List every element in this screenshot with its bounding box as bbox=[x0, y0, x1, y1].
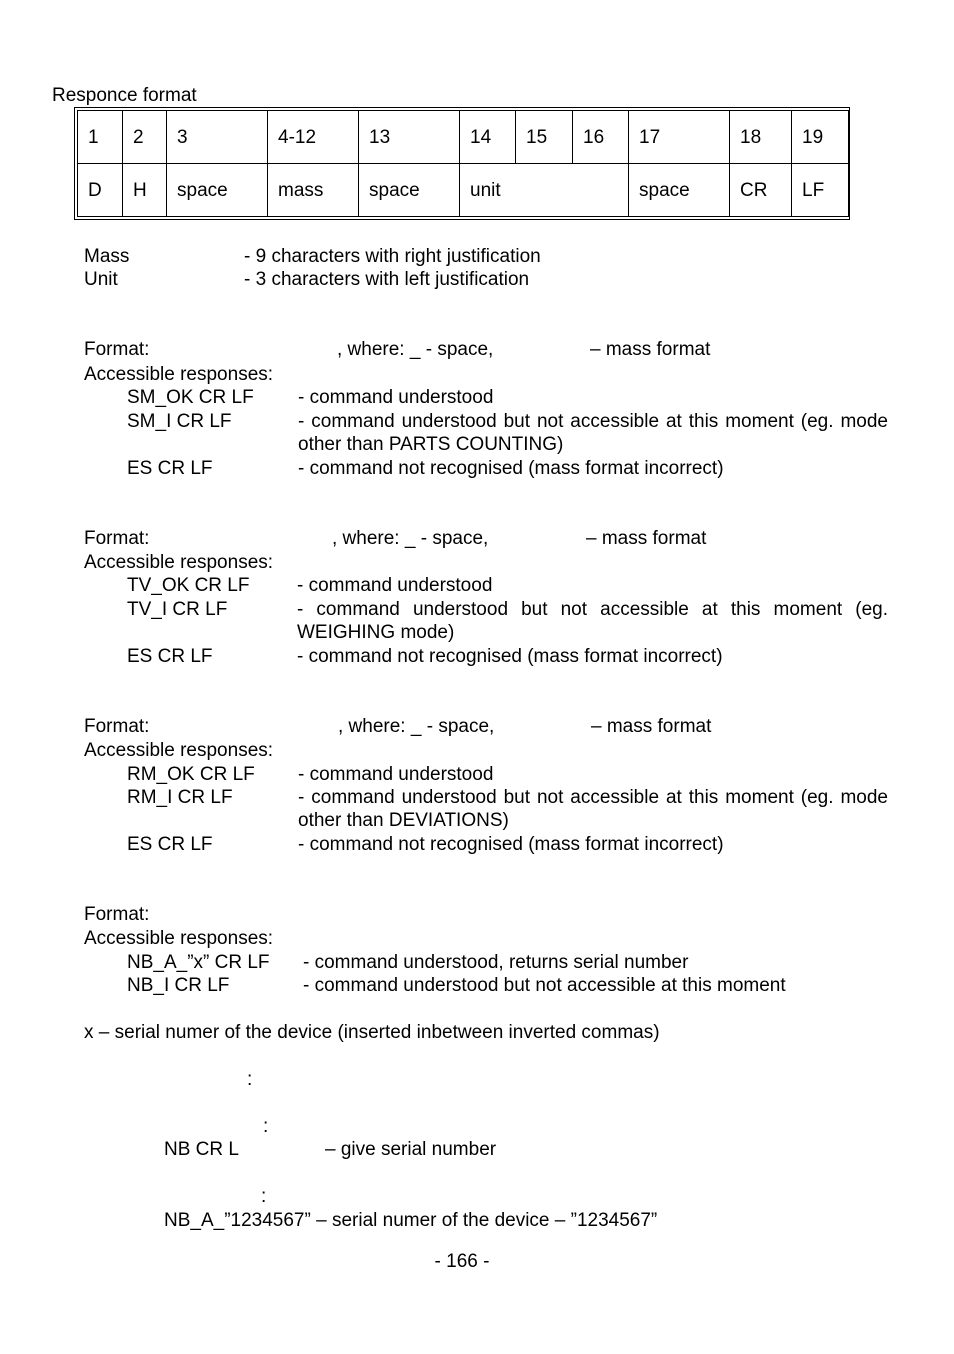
format-where: , where: _ - space, bbox=[332, 528, 489, 549]
response-desc: - command understood bbox=[298, 764, 494, 785]
table-cell: 19 bbox=[792, 111, 849, 164]
response-code: SM_OK CR LF bbox=[127, 387, 254, 408]
table-cell: 18 bbox=[730, 111, 792, 164]
table-cell: 4-12 bbox=[268, 111, 359, 164]
example-colon: : bbox=[261, 1186, 267, 1207]
table-cell: space bbox=[359, 164, 460, 217]
example-command-desc: – give serial number bbox=[325, 1139, 497, 1160]
example-colon: : bbox=[247, 1069, 253, 1090]
format-mass-format: – mass format bbox=[591, 716, 712, 737]
response-code: TV_OK CR LF bbox=[127, 575, 250, 596]
format-label: Format: bbox=[84, 339, 150, 360]
response-code: RM_OK CR LF bbox=[127, 764, 255, 785]
response-code: ES CR LF bbox=[127, 834, 213, 855]
table-cell: H bbox=[123, 164, 167, 217]
response-code: SM_I CR LF bbox=[127, 411, 232, 432]
table-cell: 2 bbox=[123, 111, 167, 164]
table-cell: 3 bbox=[167, 111, 268, 164]
table-cell: space bbox=[629, 164, 730, 217]
definition-desc: - 3 characters with left justification bbox=[244, 269, 530, 290]
definition-term: Mass bbox=[84, 246, 130, 267]
table-cell: 15 bbox=[516, 111, 573, 164]
table-cell: D bbox=[78, 164, 123, 217]
response-code: RM_I CR LF bbox=[127, 787, 233, 808]
response-desc: - command understood, returns serial number bbox=[303, 952, 689, 973]
table-cell: 1 bbox=[78, 111, 123, 164]
page-number: - 166 - bbox=[434, 1251, 490, 1272]
response-desc: - command not recognised (mass format incorrect) bbox=[298, 458, 724, 479]
response-code: NB_I CR LF bbox=[127, 975, 230, 996]
section-heading: Responce format bbox=[52, 85, 197, 106]
example-colon: : bbox=[263, 1116, 269, 1137]
table-cell: 17 bbox=[629, 111, 730, 164]
response-desc: - command understood but not accessible at this moment (eg. mode other than PARTS COUNTING) bbox=[298, 411, 888, 455]
table-cell: CR bbox=[730, 164, 792, 217]
accessible-responses-label: Accessible responses: bbox=[84, 740, 274, 761]
response-format-table bbox=[74, 107, 850, 220]
example-command: NB CR L bbox=[164, 1139, 239, 1160]
response-code: TV_I CR LF bbox=[127, 599, 228, 620]
example-answer: NB_A_”1234567” – serial numer of the device – ”1234567” bbox=[164, 1210, 658, 1231]
table-cell: 13 bbox=[359, 111, 460, 164]
response-desc: - command not recognised (mass format incorrect) bbox=[297, 646, 723, 667]
response-desc: - command not recognised (mass format incorrect) bbox=[298, 834, 724, 855]
response-desc: - command understood but not accessible at this moment (eg. mode other than DEVIATIONS) bbox=[298, 787, 888, 831]
table-cell: LF bbox=[792, 164, 849, 217]
response-code: NB_A_”x” CR LF bbox=[127, 952, 270, 973]
table-header-row bbox=[78, 111, 849, 164]
format-mass-format: – mass format bbox=[590, 339, 711, 360]
serial-note: x – serial numer of the device (inserted inbetween inverted commas) bbox=[84, 1022, 660, 1043]
accessible-responses-label: Accessible responses: bbox=[84, 364, 274, 385]
format-label: Format: bbox=[84, 904, 150, 925]
format-where: , where: _ - space, bbox=[338, 716, 495, 737]
accessible-responses-label: Accessible responses: bbox=[84, 928, 274, 949]
definition-term: Unit bbox=[84, 269, 118, 290]
table-row bbox=[78, 164, 849, 217]
response-desc: - command understood but not accessible at this moment bbox=[303, 975, 786, 996]
format-label: Format: bbox=[84, 528, 150, 549]
table-cell: unit bbox=[460, 164, 629, 217]
accessible-responses-label: Accessible responses: bbox=[84, 552, 274, 573]
response-code: ES CR LF bbox=[127, 646, 213, 667]
table-cell: mass bbox=[268, 164, 359, 217]
table-cell: 14 bbox=[460, 111, 516, 164]
definition-desc: - 9 characters with right justification bbox=[244, 246, 541, 267]
response-desc: - command understood bbox=[297, 575, 493, 596]
format-where: , where: _ - space, bbox=[337, 339, 494, 360]
table-cell: 16 bbox=[573, 111, 629, 164]
response-desc: - command understood but not accessible at this moment (eg. WEIGHING mode) bbox=[297, 599, 888, 643]
response-desc: - command understood bbox=[298, 387, 494, 408]
response-code: ES CR LF bbox=[127, 458, 213, 479]
format-mass-format: – mass format bbox=[586, 528, 707, 549]
format-label: Format: bbox=[84, 716, 150, 737]
table-cell: space bbox=[167, 164, 268, 217]
